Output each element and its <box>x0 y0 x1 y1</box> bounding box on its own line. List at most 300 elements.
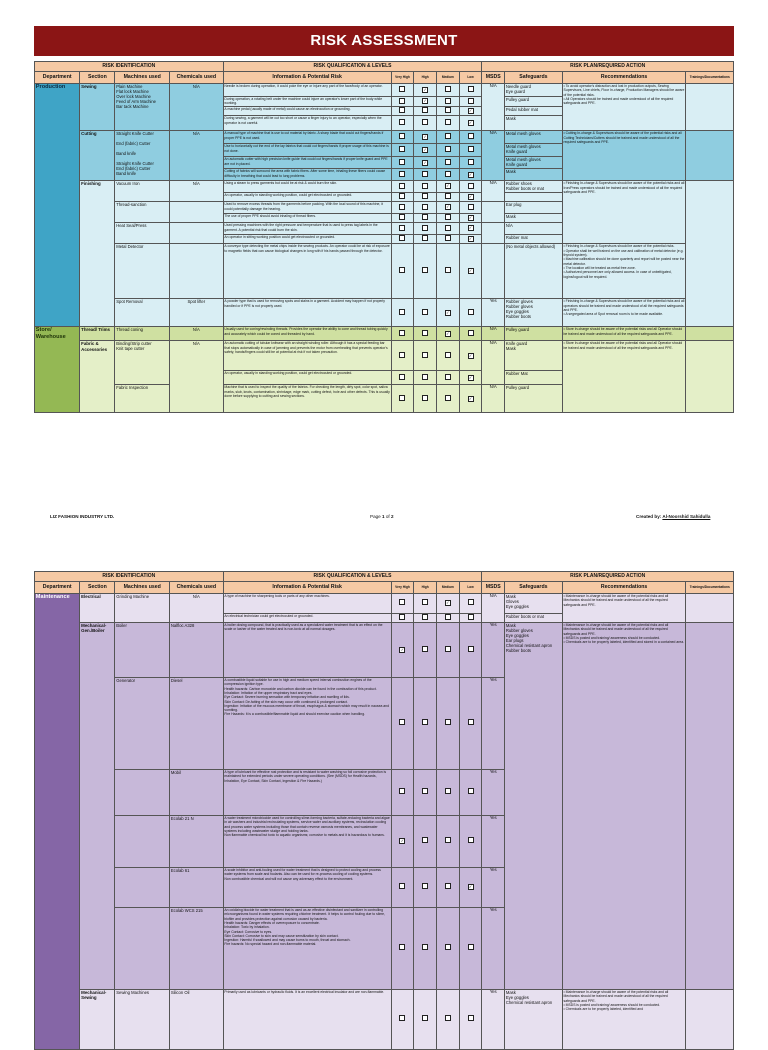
risk-level-low-checkbox[interactable] <box>459 299 482 327</box>
risk-level-low-checkbox[interactable] <box>459 907 482 989</box>
risk-level-low-checkbox[interactable] <box>459 815 482 867</box>
risk-level-low-checkbox[interactable] <box>459 341 482 371</box>
chemical-cutting: N/A <box>170 131 224 181</box>
checkbox-box[interactable]: ✓ <box>468 884 473 890</box>
checkbox-box[interactable] <box>399 214 405 220</box>
footer-created-by: Created by: Al-Noorshid Sahidulla <box>636 514 711 519</box>
risk-level-high-checkbox[interactable] <box>414 613 437 622</box>
recommendation-fabric: • Store In-charge should be aware of the potential risks and all Operator should be trained and made understood of all the required safeguards and PPE. <box>562 341 686 413</box>
risk-level-low-checkbox[interactable] <box>459 83 482 96</box>
checkbox-box[interactable] <box>422 374 428 380</box>
risk-info: Used to remove excess threads from the garments before packing. With the loud sound of this machine, it could potentially damage the hearing. <box>223 201 391 213</box>
risk-level-very-high-checkbox[interactable] <box>391 213 414 222</box>
checkbox-box[interactable] <box>445 1015 451 1021</box>
risk-level-very-high-checkbox[interactable] <box>391 157 414 169</box>
checkbox-box[interactable] <box>399 330 405 336</box>
machine-thread: Thread coning <box>115 327 170 341</box>
checkbox-box[interactable] <box>399 374 405 380</box>
checkbox-box[interactable] <box>422 944 428 950</box>
col-recommendations: Recommendations <box>562 581 686 593</box>
checkbox-box[interactable] <box>468 719 474 725</box>
risk-level-low-checkbox[interactable] <box>459 131 482 144</box>
msds-fabric-inspection: N/A <box>482 385 505 413</box>
risk-level-high-checkbox[interactable] <box>414 157 437 169</box>
risk-level-high-checkbox[interactable] <box>414 222 437 234</box>
risk-level-medium-checkbox[interactable] <box>437 769 460 815</box>
risk-level-very-high-checkbox[interactable] <box>391 327 414 341</box>
risk-level-medium-checkbox[interactable] <box>437 234 460 243</box>
risk-level-high-checkbox[interactable] <box>414 769 437 815</box>
risk-level-high-checkbox[interactable] <box>414 192 437 201</box>
checkbox-box[interactable] <box>468 133 474 139</box>
checkbox-box[interactable] <box>445 788 451 794</box>
checkbox-box[interactable] <box>468 146 474 152</box>
risk-level-very-high-checkbox[interactable] <box>391 131 414 144</box>
risk-level-medium-checkbox[interactable] <box>437 157 460 169</box>
risk-info: The use of proper PPE should avoid inhaling of thread fibers. <box>223 213 391 222</box>
checkbox-box[interactable] <box>445 883 451 889</box>
checkbox-box[interactable] <box>422 395 428 401</box>
checkbox-box[interactable] <box>445 646 451 652</box>
risk-level-low-checkbox[interactable] <box>459 327 482 341</box>
risk-level-low-checkbox[interactable] <box>459 106 482 115</box>
risk-level-low-checkbox[interactable] <box>459 677 482 769</box>
risk-level-medium-checkbox[interactable] <box>437 385 460 413</box>
risk-level-medium-checkbox[interactable] <box>437 181 460 193</box>
checkbox-box[interactable] <box>468 837 474 843</box>
risk-level-high-checkbox[interactable] <box>414 622 437 677</box>
checkbox-box[interactable] <box>422 330 428 336</box>
checkbox-box[interactable] <box>445 719 451 725</box>
risk-level-very-high-checkbox[interactable] <box>391 83 414 96</box>
safeguard: Metal mesh gloves Knife guard <box>505 157 563 169</box>
checkbox-box[interactable] <box>445 119 451 125</box>
risk-info: A type of lubricant for effective rust protection and is resistant to water washing so foil corrosive protection is maintained for extended periods under severe operating conditions. (See (MSDS) for Health hazards, Inhalation, Eye Contact, Skin Contact, Ingestion & Fire Hazards.) <box>223 769 391 815</box>
risk-info: An automatic cutting of tubular knitwear with an straight winding roller. Although it has a special feeding bar that stops automatically in case of jamming and prevents the motor from overheating that prevents operator's safety, hands/fingers could still be at potential at risk if not taken precaution. <box>223 341 391 371</box>
checkbox-box[interactable] <box>399 204 405 210</box>
safeguard: Pulley guard <box>505 327 563 341</box>
risk-level-low-checkbox[interactable] <box>459 169 482 181</box>
checkbox-box[interactable] <box>399 86 405 92</box>
risk-level-medium-checkbox[interactable] <box>437 244 460 299</box>
checkbox-box[interactable] <box>422 883 428 889</box>
risk-level-low-checkbox[interactable] <box>459 867 482 907</box>
chemical-finishing: N/A <box>170 181 224 202</box>
checkbox-box[interactable] <box>445 352 451 358</box>
training-sewing <box>686 83 734 130</box>
recommendation-electrical: • Maintenance In-charge should be aware of the potential risks and all Mechanics should be trained and made understood of all the required safeguards and PPE. <box>562 593 686 622</box>
risk-level-medium-checkbox[interactable] <box>437 131 460 144</box>
risk-level-low-checkbox[interactable] <box>459 769 482 815</box>
risk-level-low-checkbox[interactable] <box>459 989 482 1049</box>
risk-level-high-checkbox[interactable] <box>414 815 437 867</box>
checkbox-box[interactable]: ✓ <box>423 159 427 165</box>
col-high: High <box>414 71 437 83</box>
checkbox-box[interactable]: ✓ <box>400 838 405 844</box>
risk-level-low-checkbox[interactable] <box>459 385 482 413</box>
checkbox-box[interactable] <box>399 883 405 889</box>
col-chemicals: Chemicals used <box>170 581 224 593</box>
risk-info: An operator, usually in standing working position, could get electrocuted or grounded. <box>223 192 391 201</box>
checkbox-box[interactable]: ✓ <box>446 330 450 336</box>
safeguard: Ear plug <box>505 201 563 213</box>
checkbox-box[interactable] <box>422 309 428 315</box>
risk-level-high-checkbox[interactable] <box>414 106 437 115</box>
risk-info: Machine that is used to inspect the quality of the fabrics. For checking the length, dirty spot, color spot, saliva marks, slub, knots, contamination, shrinkage, edge mark, cutting defect, hole and other defects. This is usually done before supplying to cutting and sewing sections. <box>223 385 391 413</box>
risk-level-high-checkbox[interactable] <box>414 593 437 613</box>
risk-info: Use to horizontally cut the end of the lay fabrics that could cut fingers/hands if proper usage of this machine is not done. <box>223 144 391 157</box>
risk-level-medium-checkbox[interactable] <box>437 201 460 213</box>
group-header-qualification: RISK QUALIFICATION & LEVELS <box>223 572 482 582</box>
checkbox-box[interactable] <box>445 171 451 177</box>
risk-level-low-checkbox[interactable] <box>459 371 482 385</box>
risk-level-medium-checkbox[interactable] <box>437 815 460 867</box>
risk-level-medium-checkbox[interactable] <box>437 371 460 385</box>
risk-level-high-checkbox[interactable] <box>414 83 437 96</box>
risk-level-very-high-checkbox[interactable] <box>391 622 414 677</box>
risk-level-high-checkbox[interactable] <box>414 385 437 413</box>
risk-level-very-high-checkbox[interactable] <box>391 181 414 193</box>
risk-info: Usually used for coning/rewinding threads. Provides the operator the ability to cone and thread tubing quickly and accurately which could be coned and threaded by hand. <box>223 327 391 341</box>
risk-level-low-checkbox[interactable] <box>459 201 482 213</box>
checkbox-box[interactable] <box>445 267 451 273</box>
checkbox-box[interactable] <box>399 225 405 231</box>
checkbox-box[interactable] <box>399 146 405 152</box>
risk-level-very-high-checkbox[interactable] <box>391 222 414 234</box>
risk-level-medium-checkbox[interactable] <box>437 222 460 234</box>
risk-level-high-checkbox[interactable] <box>414 144 437 157</box>
checkbox-box[interactable] <box>445 837 451 843</box>
risk-level-very-high-checkbox[interactable] <box>391 677 414 769</box>
risk-level-low-checkbox[interactable] <box>459 116 482 131</box>
risk-level-very-high-checkbox[interactable] <box>391 169 414 181</box>
checkbox-box[interactable] <box>399 614 405 620</box>
risk-info: During operation, a rotating belt under the machine could injure an operator's lower part of the body while working. <box>223 96 391 106</box>
risk-level-high-checkbox[interactable] <box>414 213 437 222</box>
checkbox-box[interactable]: ✓ <box>468 214 473 220</box>
checkbox-box[interactable] <box>445 944 451 950</box>
machines-sewing: Plain Machine Flat lock Machine Over lock Machine Feed of Arm Machine Bar tack Machine <box>115 83 170 130</box>
checkbox-box[interactable] <box>399 193 405 199</box>
checkbox-box[interactable] <box>468 98 474 104</box>
checkbox-box[interactable] <box>399 235 405 241</box>
training-cutting <box>686 131 734 181</box>
machine-gen <box>115 907 170 989</box>
risk-level-medium-checkbox[interactable] <box>437 867 460 907</box>
checkbox-box[interactable]: ✓ <box>468 120 473 126</box>
checkbox-box[interactable] <box>468 614 474 620</box>
checkbox-box[interactable] <box>445 107 451 113</box>
checkbox-box[interactable] <box>422 204 428 210</box>
checkbox-box[interactable] <box>422 171 428 177</box>
risk-level-low-checkbox[interactable] <box>459 181 482 193</box>
checkbox-box[interactable] <box>422 107 428 113</box>
risk-level-high-checkbox[interactable] <box>414 234 437 243</box>
checkbox-box[interactable] <box>445 214 451 220</box>
risk-level-very-high-checkbox[interactable] <box>391 613 414 622</box>
risk-level-very-high-checkbox[interactable] <box>391 385 414 413</box>
chemical-gen: Ecolab 21 N <box>170 815 224 867</box>
risk-level-medium-checkbox[interactable] <box>437 989 460 1049</box>
machine-finishing: Metal Detector <box>115 244 170 299</box>
checkbox-box[interactable]: ✓ <box>468 395 473 401</box>
risk-level-high-checkbox[interactable] <box>414 181 437 193</box>
risk-level-very-high-checkbox[interactable] <box>391 371 414 385</box>
training-gen <box>686 622 734 989</box>
risk-level-very-high-checkbox[interactable] <box>391 144 414 157</box>
safeguard: Rubber Mat <box>505 371 563 385</box>
col-info: Information & Potential Risk <box>223 581 391 593</box>
checkbox-box[interactable] <box>445 235 451 241</box>
checkbox-box[interactable] <box>445 193 451 199</box>
risk-level-medium-checkbox[interactable] <box>437 192 460 201</box>
col-very-high: Very High <box>391 71 414 83</box>
msds-sewing: N/A <box>482 83 505 130</box>
risk-level-medium-checkbox[interactable] <box>437 213 460 222</box>
risk-level-very-high-checkbox[interactable] <box>391 244 414 299</box>
risk-level-low-checkbox[interactable] <box>459 222 482 234</box>
risk-level-low-checkbox[interactable] <box>459 234 482 243</box>
risk-info: An operator, usually in standing working position, could get electrocuted or grounded. <box>223 371 391 385</box>
risk-level-low-checkbox[interactable] <box>459 593 482 613</box>
col-section: Section <box>80 71 115 83</box>
risk-level-high-checkbox[interactable] <box>414 299 437 327</box>
checkbox-box[interactable] <box>399 352 405 358</box>
section-gen-boiler: Mechanical-Gen./Boiler <box>80 622 115 989</box>
risk-level-low-checkbox[interactable] <box>459 613 482 622</box>
checkbox-box[interactable] <box>399 1015 405 1021</box>
risk-info: An electrical technician could get electrocuted or grounded. <box>223 613 391 622</box>
chemical-finishing <box>170 244 224 299</box>
safeguard: Pulley guard <box>505 385 563 413</box>
risk-level-medium-checkbox[interactable] <box>437 299 460 327</box>
safeguard: Mask <box>505 169 563 181</box>
checkbox-box[interactable] <box>445 159 451 165</box>
safeguard: Mask <box>505 213 563 222</box>
risk-level-very-high-checkbox[interactable] <box>391 769 414 815</box>
checkbox-box[interactable] <box>445 395 451 401</box>
risk-level-medium-checkbox[interactable] <box>437 341 460 371</box>
risk-level-medium-checkbox[interactable] <box>437 907 460 989</box>
checkbox-box[interactable] <box>422 119 428 125</box>
checkbox-box[interactable] <box>468 944 474 950</box>
checkbox-box[interactable] <box>445 146 451 152</box>
risk-level-low-checkbox[interactable] <box>459 157 482 169</box>
risk-level-medium-checkbox[interactable] <box>437 169 460 181</box>
checkbox-box[interactable] <box>422 225 428 231</box>
checkbox-box[interactable]: ✓ <box>423 147 427 153</box>
checkbox-box[interactable] <box>445 374 451 380</box>
checkbox-box[interactable]: ✓ <box>446 183 450 189</box>
checkbox-box[interactable]: ✓ <box>446 204 450 210</box>
risk-level-very-high-checkbox[interactable] <box>391 201 414 213</box>
risk-level-very-high-checkbox[interactable] <box>391 593 414 613</box>
risk-level-medium-checkbox[interactable] <box>437 96 460 106</box>
risk-level-medium-checkbox[interactable] <box>437 106 460 115</box>
risk-level-high-checkbox[interactable] <box>414 907 437 989</box>
checkbox-box[interactable]: ✓ <box>468 235 473 241</box>
col-info: Information & Potential Risk <box>223 71 391 83</box>
risk-level-high-checkbox[interactable] <box>414 341 437 371</box>
risk-level-high-checkbox[interactable] <box>414 131 437 144</box>
checkbox-box[interactable] <box>399 788 405 794</box>
risk-level-medium-checkbox[interactable] <box>437 83 460 96</box>
checkbox-box[interactable] <box>468 788 474 794</box>
checkbox-box[interactable]: ✓ <box>468 374 473 380</box>
risk-level-very-high-checkbox[interactable] <box>391 106 414 115</box>
checkbox-box[interactable] <box>422 837 428 843</box>
risk-level-very-high-checkbox[interactable] <box>391 907 414 989</box>
checkbox-box[interactable] <box>468 330 474 336</box>
safeguard: N/A <box>505 222 563 234</box>
checkbox-box[interactable]: ✓ <box>423 98 427 104</box>
checkbox-box[interactable] <box>399 159 405 165</box>
checkbox-box[interactable] <box>399 107 405 113</box>
checkbox-box[interactable] <box>399 119 405 125</box>
checkbox-box[interactable]: ✓ <box>468 268 473 274</box>
checkbox-box[interactable] <box>422 183 428 189</box>
recommendation-gen: • Maintenance In-charge should be aware of the potential risks and all Mechanics should be trained and made understood of all the required safeguards and PPE. • MSDS is posted and training/ awareness should be conducted. • Chemicals are to be properly labeled, identified and stored in a contained area. <box>562 622 686 989</box>
risk-level-high-checkbox[interactable] <box>414 96 437 106</box>
department-maintenance: Maintenance <box>35 593 80 1049</box>
checkbox-box[interactable] <box>422 235 428 241</box>
risk-level-high-checkbox[interactable] <box>414 989 437 1049</box>
checkbox-box[interactable]: ✓ <box>468 107 473 113</box>
risk-level-low-checkbox[interactable] <box>459 213 482 222</box>
machine-gen <box>115 867 170 907</box>
checkbox-box[interactable] <box>445 614 451 620</box>
checkbox-box[interactable] <box>422 214 428 220</box>
risk-level-low-checkbox[interactable] <box>459 622 482 677</box>
checkbox-box[interactable] <box>399 98 405 104</box>
checkbox-box[interactable] <box>445 98 451 104</box>
checkbox-box[interactable]: ✓ <box>423 134 427 140</box>
chemical-gen: Ecolab WCS 215 <box>170 907 224 989</box>
risk-level-high-checkbox[interactable] <box>414 867 437 907</box>
risk-level-high-checkbox[interactable] <box>414 677 437 769</box>
risk-level-medium-checkbox[interactable] <box>437 622 460 677</box>
checkbox-box[interactable] <box>445 225 451 231</box>
col-recommendations: Recommendations <box>562 71 686 83</box>
risk-level-very-high-checkbox[interactable] <box>391 116 414 131</box>
risk-info: A conveyor type detecting the metal chips inside the sewing products. An operator could be at risk of exposure to magnetic fields that can cause biological changes in long with if his hands passed through the detector. <box>223 244 391 299</box>
checkbox-box[interactable] <box>422 646 428 652</box>
checkbox-box[interactable]: ✓ <box>468 352 473 358</box>
recommendation-cutting: • Cutting In-charge & Supervisors should be aware of the potential risks and all Cutting Technicians/Cutters should be trained and made understood of all the required safeguards and PPE. <box>562 131 686 181</box>
chemical-gen: Nalfloc A328 <box>170 622 224 677</box>
checkbox-box[interactable] <box>468 183 474 189</box>
checkbox-box[interactable] <box>422 719 428 725</box>
risk-level-high-checkbox[interactable] <box>414 116 437 131</box>
checkbox-box[interactable] <box>468 309 474 315</box>
checkbox-box[interactable] <box>468 204 474 210</box>
checkbox-box[interactable] <box>399 183 405 189</box>
risk-level-high-checkbox[interactable] <box>414 371 437 385</box>
checkbox-box[interactable] <box>422 614 428 620</box>
checkbox-box[interactable] <box>399 267 405 273</box>
risk-level-very-high-checkbox[interactable] <box>391 192 414 201</box>
checkbox-box[interactable] <box>422 352 428 358</box>
checkbox-box[interactable] <box>399 944 405 950</box>
risk-level-medium-checkbox[interactable] <box>437 677 460 769</box>
risk-level-high-checkbox[interactable] <box>414 169 437 181</box>
checkbox-box[interactable]: ✓ <box>423 86 427 92</box>
checkbox-box[interactable] <box>468 1015 474 1021</box>
safeguard: Mask Gloves Eye goggles <box>505 593 563 613</box>
risk-level-low-checkbox[interactable] <box>459 144 482 157</box>
checkbox-box[interactable] <box>399 309 405 315</box>
checkbox-box[interactable]: ✓ <box>400 646 405 652</box>
checkbox-box[interactable] <box>422 267 428 273</box>
checkbox-box[interactable] <box>468 599 474 605</box>
checkbox-box[interactable] <box>399 599 405 605</box>
col-department: Department <box>35 581 80 593</box>
risk-info: A type of machine for sharpening tools or parts of any other machines. <box>223 593 391 613</box>
checkbox-box[interactable] <box>445 133 451 139</box>
checkbox-box[interactable] <box>422 193 428 199</box>
checkbox-box[interactable]: ✓ <box>446 309 450 315</box>
checkbox-box[interactable] <box>468 86 474 92</box>
checkbox-box[interactable] <box>399 133 405 139</box>
machine-finishing: Vacuum Iron <box>115 181 170 202</box>
machine-binding: Binding/Strip cutter Knit tape cutter <box>115 341 170 385</box>
risk-level-very-high-checkbox[interactable] <box>391 96 414 106</box>
risk-level-very-high-checkbox[interactable] <box>391 989 414 1049</box>
checkbox-box[interactable]: ✓ <box>446 600 450 606</box>
risk-level-low-checkbox[interactable] <box>459 96 482 106</box>
msds-gen: Yes <box>482 907 505 989</box>
safeguard-gen: Mask Rubber gloves Eye goggles Ear plugs Chemical resistant apron Rubber boots <box>505 622 563 989</box>
risk-level-medium-checkbox[interactable] <box>437 116 460 131</box>
checkbox-box[interactable]: ✓ <box>468 193 473 199</box>
checkbox-box[interactable]: ✓ <box>468 225 473 231</box>
checkbox-box[interactable] <box>468 646 474 652</box>
checkbox-box[interactable] <box>422 1015 428 1021</box>
checkbox-box[interactable]: ✓ <box>468 171 473 177</box>
checkbox-box[interactable] <box>399 171 405 177</box>
risk-level-medium-checkbox[interactable] <box>437 327 460 341</box>
checkbox-box[interactable] <box>468 159 474 165</box>
checkbox-box[interactable] <box>422 599 428 605</box>
risk-level-high-checkbox[interactable] <box>414 244 437 299</box>
risk-info: During sewing, a garment will be cut too short or cause a finger injury to an operator, especially when the operator is not careful. <box>223 116 391 131</box>
risk-info: A manual type of machine that is use to cut material by fabric. A sharp blade that could cut fingers/hands if proper PPE is not used. <box>223 131 391 144</box>
risk-info: An operator in sitting working position could get electrocuted or grounded. <box>223 234 391 243</box>
risk-level-low-checkbox[interactable] <box>459 244 482 299</box>
risk-level-high-checkbox[interactable] <box>414 327 437 341</box>
risk-level-very-high-checkbox[interactable] <box>391 234 414 243</box>
msds-gen: Yes <box>482 867 505 907</box>
checkbox-box[interactable] <box>399 719 405 725</box>
risk-level-medium-checkbox[interactable] <box>437 613 460 622</box>
col-section: Section <box>80 581 115 593</box>
checkbox-box[interactable] <box>445 86 451 92</box>
risk-info: A combustible liquid suitable for use in high and medium speed internal combustion engines of the compression ignition type. Health hazards: Carbon monoxide and carbon dioxide can be found in the combustion of this product. Inhalation: Irritation of the upper respiratory tract and eyes. Eye Contact: Severe burning sensation with temporary irritation and swelling of lids. Skin Contact: De-fatting of the skin may occur with continued & prolonged contact. Ingestion: Irritation of the mucous membrane of throat, esophagus & stomach which may result in nausea and vomiting. Fire Hazards: It is a combustible/flammable liquid and should exercise caution when handling. <box>223 677 391 769</box>
checkbox-box[interactable] <box>422 788 428 794</box>
risk-level-very-high-checkbox[interactable] <box>391 815 414 867</box>
machine-gen <box>115 815 170 867</box>
checkbox-box[interactable] <box>399 395 405 401</box>
risk-level-very-high-checkbox[interactable] <box>391 867 414 907</box>
risk-level-medium-checkbox[interactable] <box>437 593 460 613</box>
col-msds: MSDS <box>482 71 505 83</box>
risk-level-very-high-checkbox[interactable] <box>391 299 414 327</box>
risk-level-medium-checkbox[interactable] <box>437 144 460 157</box>
risk-level-high-checkbox[interactable] <box>414 201 437 213</box>
risk-level-low-checkbox[interactable] <box>459 192 482 201</box>
risk-info: Cutting of fabrics will surround the area with fabric fibers. After some time, inhaling these fibers could cause difficulty in breathing that could lead to lung problems. <box>223 169 391 181</box>
risk-level-very-high-checkbox[interactable] <box>391 341 414 371</box>
